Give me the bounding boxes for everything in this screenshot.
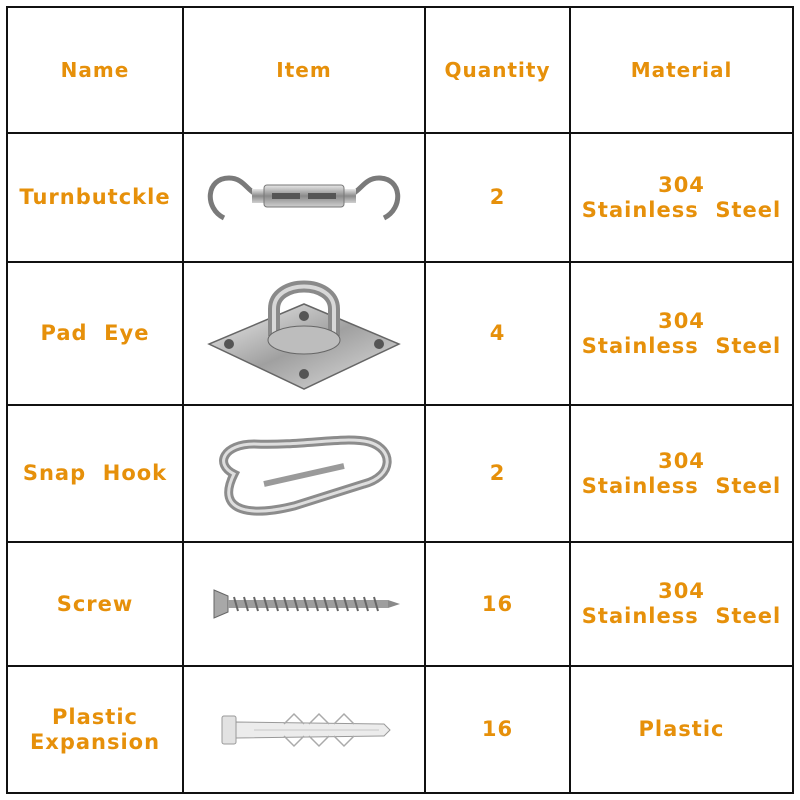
item-cell <box>183 133 425 262</box>
material-cell: Plastic <box>570 666 793 793</box>
name-cell: Snap Hook <box>7 405 183 542</box>
plastic-expansion-icon <box>194 700 414 760</box>
header-item: Item <box>183 7 425 133</box>
item-cell <box>183 262 425 405</box>
material-cell: 304 Stainless Steel <box>570 262 793 405</box>
name-cell: Pad Eye <box>7 262 183 405</box>
quantity-cell: 4 <box>425 262 570 405</box>
quantity-cell: 2 <box>425 405 570 542</box>
screw-icon <box>194 584 414 624</box>
header-name: Name <box>7 7 183 133</box>
snap-hook-icon <box>194 424 414 524</box>
table-row <box>7 666 793 793</box>
pad-eye-icon <box>194 274 414 394</box>
table-row <box>7 542 793 666</box>
table-row <box>7 405 793 542</box>
header-row <box>7 7 793 133</box>
parts-table <box>6 6 794 794</box>
name-cell: Screw <box>7 542 183 666</box>
quantity-cell: 16 <box>425 666 570 793</box>
header-quantity: Quantity <box>425 7 570 133</box>
material-cell: 304 Stainless Steel <box>570 133 793 262</box>
table-row <box>7 133 793 262</box>
quantity-cell: 16 <box>425 542 570 666</box>
material-cell: 304 Stainless Steel <box>570 542 793 666</box>
material-cell: 304 Stainless Steel <box>570 405 793 542</box>
item-cell <box>183 542 425 666</box>
turnbuckle-icon <box>194 163 414 233</box>
item-cell <box>183 405 425 542</box>
name-cell: Plastic Expansion <box>7 666 183 793</box>
table-row <box>7 262 793 405</box>
item-cell <box>183 666 425 793</box>
quantity-cell: 2 <box>425 133 570 262</box>
header-material: Material <box>570 7 793 133</box>
name-cell: Turnbutckle <box>7 133 183 262</box>
